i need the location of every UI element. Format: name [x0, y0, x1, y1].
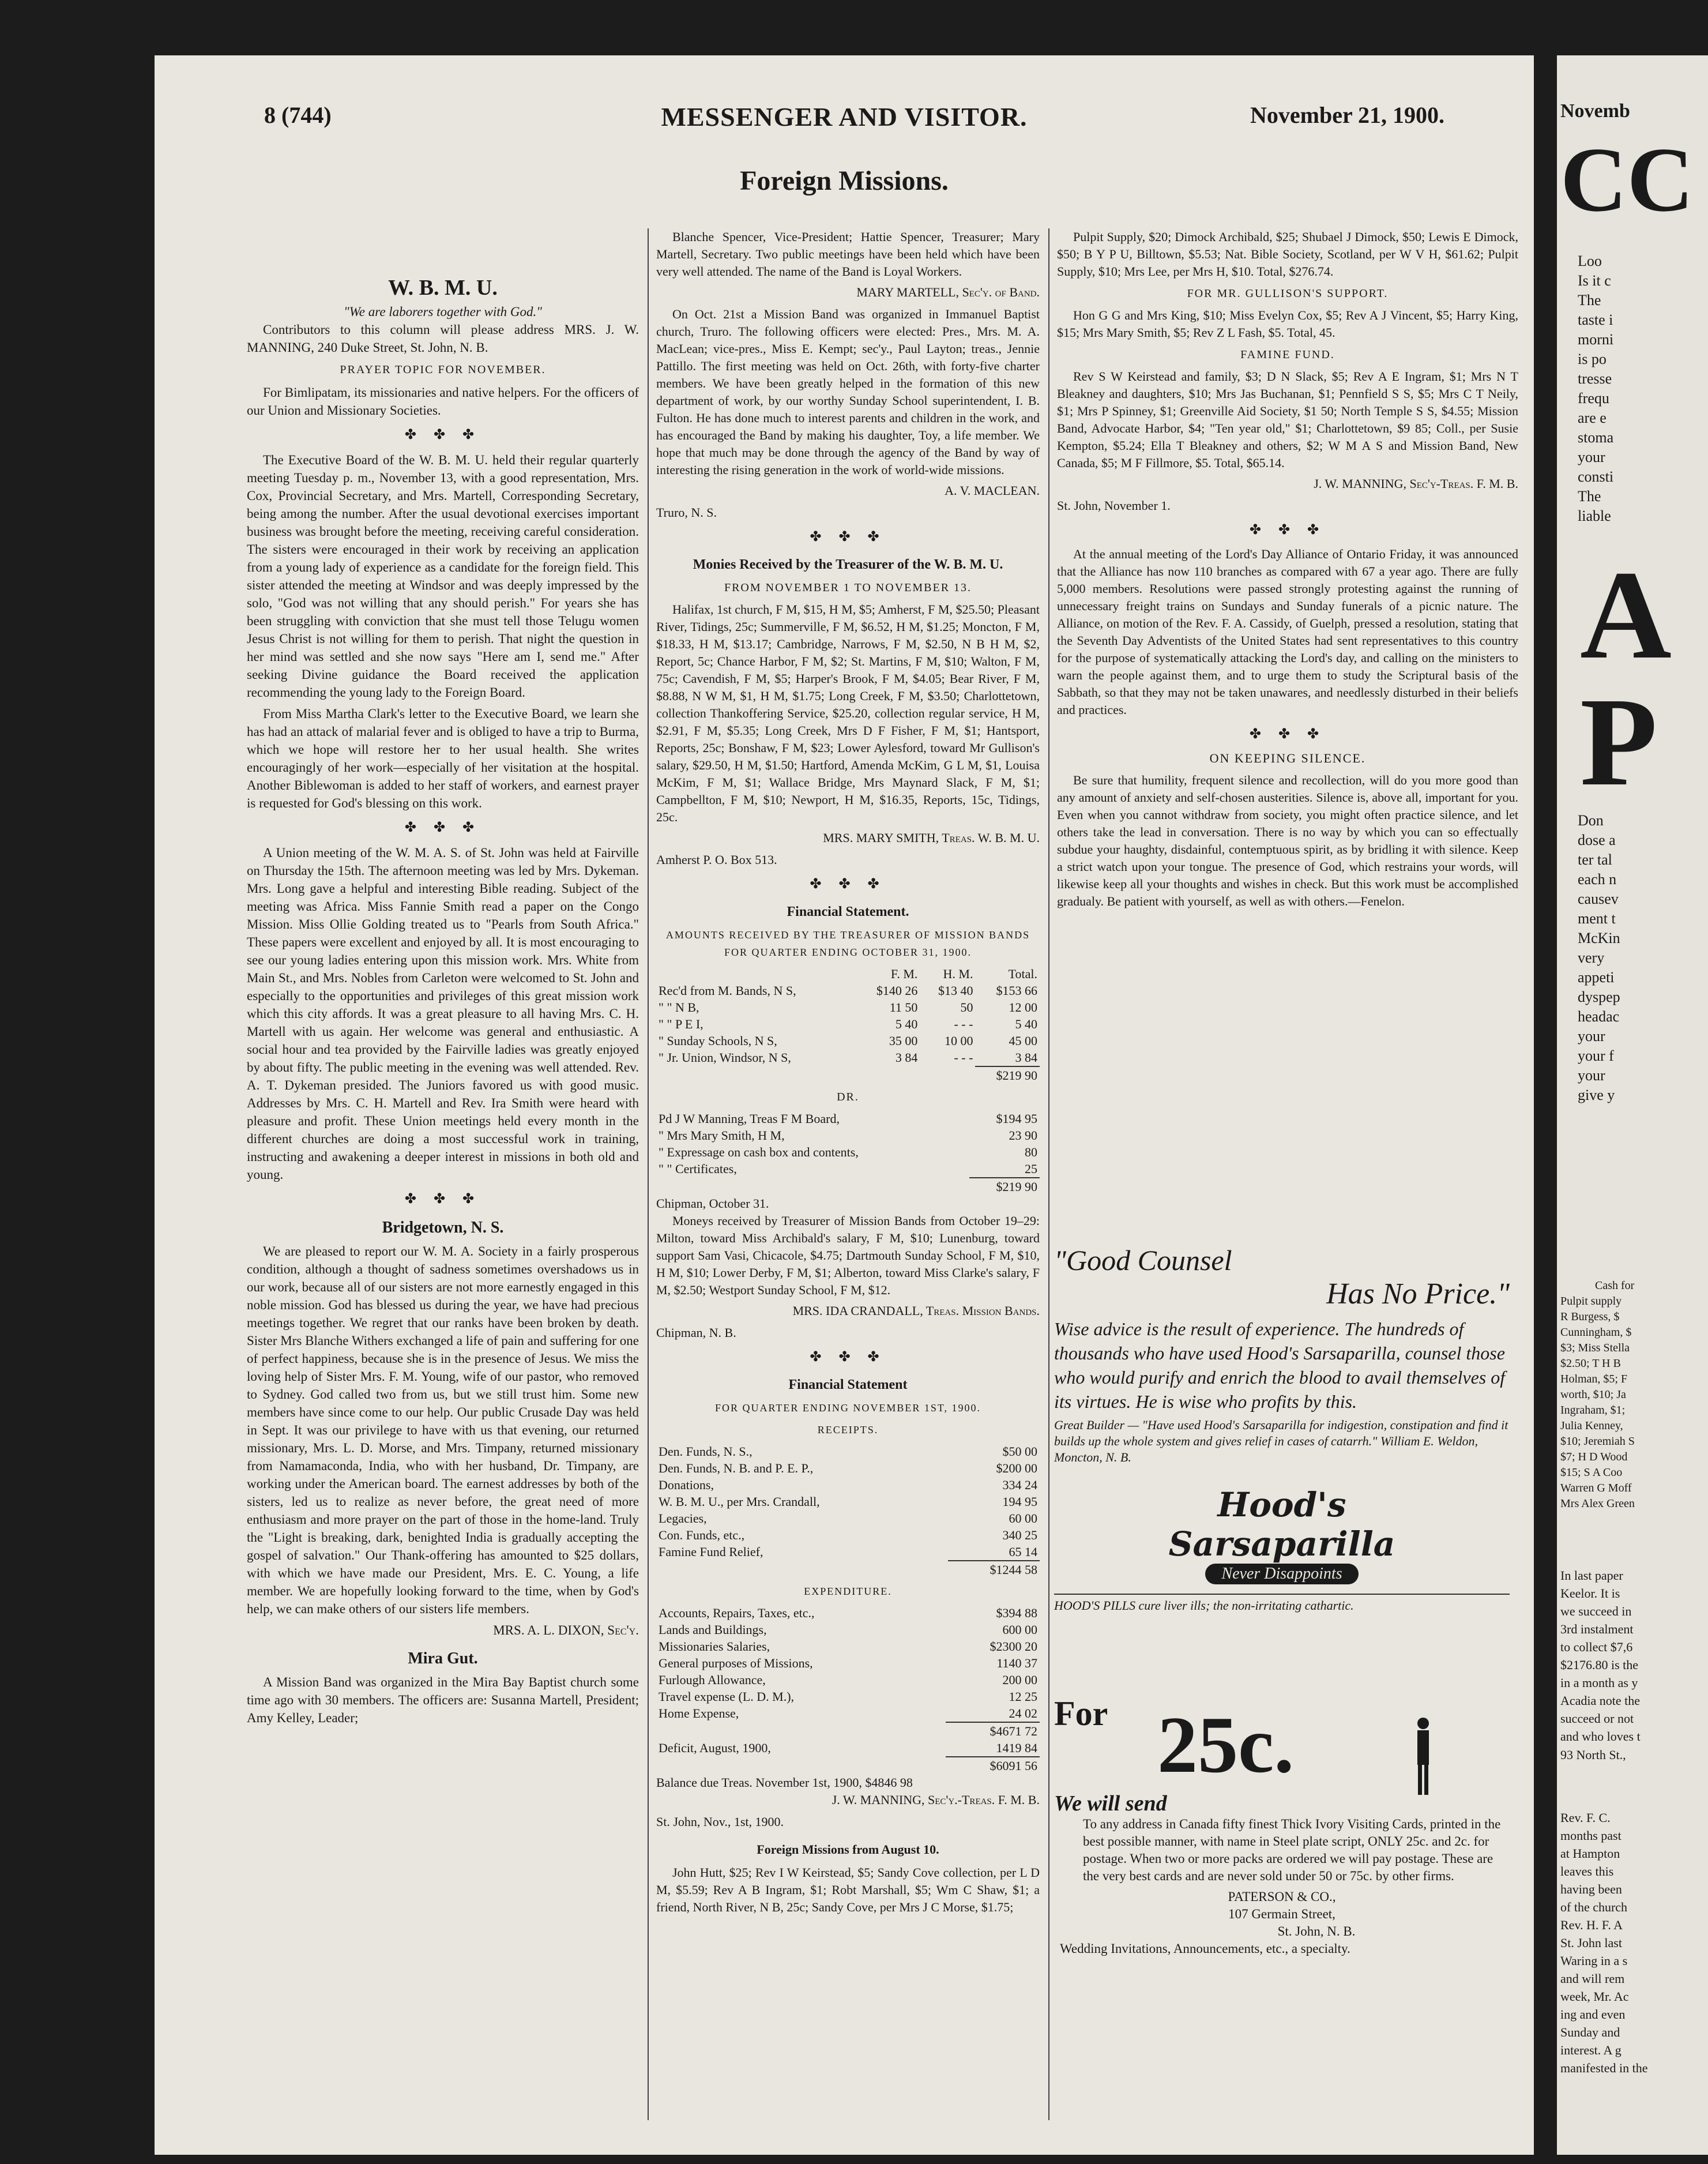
- table-cell: 5 40: [895, 1017, 918, 1031]
- table-cell: Legacies,: [659, 1511, 707, 1526]
- table-cell: 200 00: [1002, 1673, 1037, 1687]
- table-cell: " Sunday Schools, N S,: [659, 1034, 777, 1048]
- signature: A. V. MACLEAN.: [945, 483, 1040, 498]
- text-line: your f: [1578, 1047, 1614, 1064]
- text-line: $2176.80 is the: [1560, 1658, 1639, 1672]
- table-cell: $219 90: [975, 1066, 1040, 1084]
- text-line: Waring in a s: [1560, 1953, 1628, 1968]
- text-line: is po: [1578, 351, 1607, 367]
- table-cell: 194 95: [1002, 1494, 1037, 1509]
- text-line: and will rem: [1560, 1971, 1625, 1986]
- table-cell: 334 24: [1002, 1478, 1037, 1492]
- signature: MRS. A. L. DIXON, Sec'y.: [493, 1623, 639, 1637]
- visiting-cards-advertisement: [1054, 1695, 1510, 1958]
- dr-heading: DR.: [837, 1091, 859, 1103]
- table-cell: 12 25: [1009, 1689, 1037, 1704]
- place-line: Chipman, N. B.: [656, 1325, 736, 1340]
- text-line: Ingraham, $1;: [1560, 1404, 1626, 1417]
- table-cell: 80: [1025, 1145, 1037, 1159]
- table-cell: Den. Funds, N. B. and P. E. P.,: [659, 1461, 814, 1475]
- keeping-silence-heading: ON KEEPING SILENCE.: [1209, 751, 1366, 765]
- text-line: 3rd instalment: [1560, 1622, 1634, 1636]
- text-line: and who loves t: [1560, 1729, 1641, 1744]
- receipts-heading: RECEIPTS.: [817, 1424, 879, 1436]
- table-row: [656, 1671, 1040, 1688]
- column-3: [1057, 228, 1518, 914]
- table-cell: 23 90: [1009, 1128, 1037, 1143]
- text-line: months past: [1560, 1828, 1622, 1843]
- text-line: each n: [1578, 871, 1617, 888]
- table-cell: Accounts, Repairs, Taxes, etc.,: [659, 1606, 815, 1620]
- table-cell: Famine Fund Relief,: [659, 1545, 763, 1559]
- text-line: week, Mr. Ac: [1560, 1989, 1629, 2004]
- table-cell: Deficit, August, 1900,: [659, 1741, 771, 1755]
- gullison-heading: FOR MR. GULLISON'S SUPPORT.: [1187, 287, 1389, 300]
- text-line: Loo: [1578, 253, 1602, 269]
- financial-statement-1-subheading: AMOUNTS RECEIVED BY THE TREASURER OF MISSION BANDS FOR QUARTER ENDING OCTOBER 31, 1900.: [665, 929, 1030, 958]
- wbmu-motto: "We are laborers together with God.": [344, 305, 542, 319]
- table-cell: $194 95: [996, 1111, 1037, 1126]
- text-line: give y: [1578, 1087, 1615, 1103]
- table-cell: Lands and Buildings,: [659, 1622, 767, 1637]
- text-line: St. John last: [1560, 1936, 1622, 1950]
- table-row: [656, 1493, 1040, 1510]
- text-line: your: [1578, 1067, 1605, 1084]
- masthead: MESSENGER AND VISITOR.: [661, 102, 1028, 132]
- table-cell: 10 00: [944, 1034, 973, 1048]
- text-line: Acadia note the: [1560, 1693, 1641, 1708]
- text-line: dose a: [1578, 832, 1616, 848]
- table-cell: 3 84: [895, 1050, 918, 1065]
- ad-price: 25c.: [1157, 1700, 1295, 1790]
- column-rule-2: [1048, 228, 1049, 2120]
- hoods-pills-line: HOOD'S PILLS cure liver ills; the non-irritating cathartic.: [1054, 1594, 1510, 1613]
- table-cell: $50 00: [1002, 1444, 1037, 1459]
- financial-statement-2-subheading: FOR QUARTER ENDING NOVEMBER 1ST, 1900.: [714, 1402, 981, 1414]
- ad-headline-1: "Good Counsel: [1054, 1244, 1232, 1276]
- receipts-table: [656, 1443, 1040, 1578]
- table-row: [656, 1127, 1040, 1144]
- table-cell: Furlough Allowance,: [659, 1673, 766, 1687]
- table-row: [656, 1160, 1040, 1178]
- adjacent-text-block: [1578, 811, 1620, 1105]
- table-cell: 65 14: [1009, 1545, 1037, 1559]
- financial-statement-1-debits: [656, 1110, 1040, 1195]
- table-row: [656, 1510, 1040, 1527]
- foreign-missions-aug-heading: Foreign Missions from August 10.: [757, 1842, 939, 1857]
- ornament: ✤ ✤ ✤: [1249, 523, 1326, 538]
- table-cell: $219 90: [969, 1178, 1040, 1195]
- text-line: $15; S A Coo: [1560, 1466, 1623, 1479]
- text-line: headac: [1578, 1008, 1620, 1025]
- ad-for: For: [1054, 1695, 1108, 1733]
- article-paragraph: John Hutt, $25; Rev I W Keirstead, $5; Sandy Cove collection, per L D M, $5.59; Rev A B Ingram, $1; Robt Marshall, $5; Wm C Shaw, $1; a friend, North River, N B, 25c; Sandy Cove, per Mrs J C Morse, $1.75;: [656, 1865, 1040, 1914]
- adjacent-text-block: [1578, 251, 1613, 526]
- text-line: taste i: [1578, 311, 1613, 328]
- hoods-logo: [1132, 1485, 1432, 1584]
- adjacent-big-letters: CC: [1560, 128, 1694, 231]
- total-row: [656, 1757, 1040, 1774]
- table-cell: 24 02: [1009, 1706, 1037, 1720]
- table-row: [656, 1032, 1040, 1049]
- text-line: Rev. F. C.: [1560, 1810, 1611, 1825]
- table-cell: 3 84: [1015, 1050, 1037, 1065]
- total-row: [656, 1066, 1040, 1084]
- place-line: St. John, Nov., 1st, 1900.: [656, 1814, 784, 1829]
- text-line: worth, $10; Ja: [1560, 1388, 1626, 1401]
- text-line: morni: [1578, 331, 1614, 348]
- text-line: tresse: [1578, 370, 1612, 387]
- article-paragraph: Hon G G and Mrs King, $10; Miss Evelyn Cox, $5; Rev A J Vincent, $5; Harry King, $15; Mrs Mary Smith, $5; Rev Z L Fash, $5. Total, 45.: [1057, 308, 1518, 340]
- text-line: succeed or not: [1560, 1711, 1634, 1726]
- column-2: [656, 228, 1040, 1919]
- table-cell: Con. Funds, etc.,: [659, 1528, 745, 1542]
- signature: J. W. MANNING, Sec'y.-Treas. F. M. B.: [832, 1793, 1040, 1807]
- adjacent-text-block: [1560, 1566, 1641, 1745]
- ornament: ✤ ✤ ✤: [1249, 727, 1326, 742]
- text-line: The: [1578, 292, 1601, 309]
- table-cell: " Jr. Union, Windsor, N S,: [659, 1050, 791, 1065]
- table-row: [656, 1443, 1040, 1460]
- table-cell: 45 00: [1009, 1034, 1037, 1048]
- monies-subheading: FROM NOVEMBER 1 TO NOVEMBER 13.: [724, 581, 972, 594]
- text-line: R Burgess, $: [1560, 1310, 1620, 1323]
- ornament: ✤ ✤ ✤: [810, 1350, 886, 1365]
- gentleman-figure-icon: [1412, 1716, 1435, 1797]
- table-cell: Pd J W Manning, Treas F M Board,: [659, 1111, 840, 1126]
- table-cell: Donations,: [659, 1478, 714, 1492]
- adjacent-big-letter: A: [1580, 544, 1672, 685]
- adjacent-text-block: [1560, 1809, 1648, 2077]
- place-line: Chipman, October 31.: [656, 1196, 769, 1211]
- monies-heading: Monies Received by the Treasurer of the W. B. M. U.: [693, 557, 1003, 572]
- text-line: In last paper: [1560, 1568, 1623, 1583]
- signature: MRS. IDA CRANDALL, Treas. Mission Bands.: [792, 1303, 1040, 1318]
- ad-testimonial: Great Builder — "Have used Hood's Sarsaparilla for indigestion, constipation and find it builds up the whole system and gives relief in cases of catarrh." William E. Weldon, Moncton, N. B.: [1054, 1418, 1508, 1464]
- text-line: Cash for: [1595, 1279, 1635, 1292]
- table-header-row: [656, 965, 1040, 982]
- text-line: $7; H D Wood: [1560, 1451, 1628, 1463]
- table-row: [656, 1705, 1040, 1722]
- adjacent-page-fragment: [1557, 55, 1708, 2155]
- financial-statement-1-heading: Financial Statement.: [787, 904, 909, 919]
- table-row: [656, 1477, 1040, 1493]
- place-line: St. John, November 1.: [1057, 498, 1171, 513]
- adjacent-header: Novemb: [1560, 100, 1630, 122]
- text-line: ment t: [1578, 910, 1616, 927]
- text-line: causev: [1578, 891, 1619, 907]
- text-line: McKin: [1578, 930, 1620, 946]
- text-line: to collect $7,6: [1560, 1640, 1633, 1654]
- expenditure-heading: EXPENDITURE.: [804, 1586, 892, 1597]
- text-line: Pulpit supply: [1560, 1295, 1622, 1308]
- text-line: your: [1578, 449, 1605, 465]
- text-line: of the church: [1560, 1900, 1628, 1914]
- text-line: Mrs Alex Green: [1560, 1497, 1635, 1510]
- text-line: manifested in the: [1560, 2061, 1648, 2075]
- table-cell: " Expressage on cash box and contents,: [659, 1145, 859, 1159]
- expenditure-table: [656, 1605, 1040, 1774]
- text-line: Warren G Moff: [1560, 1482, 1632, 1494]
- column-header: H. M.: [943, 967, 973, 981]
- text-line: $3; Miss Stella: [1560, 1342, 1630, 1354]
- column-rule-1: [648, 228, 649, 2120]
- text-line: Is it c: [1578, 272, 1611, 289]
- ad-footer: Wedding Invitations, Announcements, etc., a specialty.: [1060, 1941, 1350, 1956]
- text-line: your: [1578, 1028, 1605, 1045]
- table-row: [656, 1688, 1040, 1705]
- text-line: very: [1578, 949, 1605, 966]
- place-line: Truro, N. S.: [656, 505, 717, 520]
- signature: MARY MARTELL, Sec'y. of Band.: [856, 285, 1040, 299]
- table-row: [656, 1638, 1040, 1655]
- article-paragraph: Be sure that humility, frequent silence and recollection, will do you more good than any amount of anxiety and self-chosen austerities. Silence is, above all, important for you. Even when you cannot withdraw from society, you might often practice silence, and let others take the lead in conversation. There is no way by which you can so effectually subdue your haughty, disdainful, contemptuous spirit, as by bridling it with silence. Keep a strict watch upon your tongue. The presence of God, which restrains your words, will likewise keep all your thoughts and wishes in check. But this work must be accomplished gradualy. Be patient with yourself, as well as with others.—Fenelon.: [1057, 773, 1518, 908]
- text-line: Holman, $5; F: [1560, 1373, 1628, 1385]
- table-row: [656, 1460, 1040, 1477]
- section-title: Foreign Missions.: [740, 166, 949, 196]
- table-cell: 50: [960, 1000, 973, 1015]
- article-paragraph: On Oct. 21st a Mission Band was organized in Immanuel Baptist church, Truro. The following officers were elected: Pres., Mrs. M. A. MacLean; vice-pres., Miss E. Kempt; sec'y., Paul Layton; treas., Jennie Pattillo. The first meeting was held on Oct. 26th, with forty-five charter members. We have been greatly helped in the formation of this new department of work, by our worthy Sunday School superintendent, I. B. Fulton. He has done much to interest parents and children in the work, and has encouraged the Band by making his daughter, Toy, a life member. We hope that much may be done through the agency of the Band by way of interesting the rising generation in the work of world-wide missions.: [656, 307, 1040, 477]
- table-cell: - - -: [954, 1017, 973, 1031]
- text-line: stoma: [1578, 429, 1614, 446]
- article-paragraph: From Miss Martha Clark's letter to the Executive Board, we learn she has had an attack of malarial fever and is obliged to have a trip to Burma, which we hope will restore her to her usual health. She writes encouragingly of her work—especially of her visitation at the hospital. Another Biblewoman is added to her staff of workers, and earnest prayer is requested for God's blessing on this work.: [247, 707, 639, 810]
- text-line: having been: [1560, 1882, 1622, 1896]
- text-line: Cunningham, $: [1560, 1326, 1632, 1339]
- article-paragraph: The Executive Board of the W. B. M. U. held their regular quarterly meeting Tuesday p. m., November 13, with a good representation, Mrs. Cox, Provincial Secretary, and Mrs. Martell, Corresponding Secretary, being among the number. After the usual devotional exercises important business was brought before the meeting, receiving careful consideration. The sisters were encouraged in their work by receiving an application from a young lady of experience as a candidate for the foreign field. This sister attended the meeting at Windsor and was deeply impressed by the solo, "God was not willing that any should perish." For years she has been struggling with conviction that she must tell those Telugu women Jesus Christ is not willing for them to perish. That night the question in her mind was settled and she now says "Here am I, send me." After seeking Divine guidance the Board received the application recommending the young lady to the Foreign Board.: [247, 453, 639, 700]
- article-paragraph: We are pleased to report our W. M. A. Society in a fairly prosperous condition, although a thought of sadness sometimes overshadows us in our work, because all of our sisters are not more earnestly engaged in this noble mission. God has blessed us during the year, we have had precious meetings together. We regret that our ranks have been broken by death. Sister Mrs Blanche Withers exchanged a life of pain and suffering for one of perfect happiness, because she is in the presence of Jesus. We miss the loving help of Sister Mrs. F. M. Young, wife of our pastor, who removed to Sydney. God called two from us, but we still trust him. Some new members have since come to our help. Our public Crusade Day was held in Sept. It was our privilege to have with us that evening, our returned missionary, Mrs. L. D. Morse, and Mrs. Timpany, returned missionary from Namamaconda, India, who with her husband, Dr. Timpany, are working under the American board. The earnest addresses by both of the sisters, led us to realize as never before, the great need of more enthusiasm and more prayer on the part of those in the home-land. Truly the "Light is breaking, dark, benighted India is gradually accepting the gospel of salvation." Our Thank-offering has amounted to $25 dollars, with which we have made our President, Mrs. E. C. Young, a life member. We are hopefully looking forward to the time, when by God's help, we can make others of our sisters life members.: [247, 1244, 639, 1616]
- text-line: The: [1578, 488, 1601, 505]
- table-row: [656, 1049, 1040, 1066]
- text-line: interest. A g: [1560, 2043, 1622, 2057]
- ornament: ✤ ✤ ✤: [810, 529, 886, 544]
- table-cell: Missionaries Salaries,: [659, 1639, 770, 1654]
- column-header: F. M.: [890, 967, 918, 981]
- text-line: $2.50; T H B: [1560, 1357, 1621, 1370]
- prayer-topic-heading: PRAYER TOPIC FOR NOVEMBER.: [340, 363, 546, 376]
- text-line: Don: [1578, 812, 1604, 829]
- text-line: ter tal: [1578, 851, 1612, 868]
- place-line: Amherst P. O. Box 513.: [656, 852, 777, 867]
- total-row: [656, 1178, 1040, 1195]
- ornament: ✤ ✤ ✤: [404, 1192, 481, 1207]
- subtotal-row: [656, 1722, 1040, 1740]
- signature: J. W. MANNING, Sec'y-Treas. F. M. B.: [1314, 476, 1518, 491]
- total-row: [656, 1561, 1040, 1578]
- text-line: dyspep: [1578, 989, 1620, 1005]
- table-row: [656, 1605, 1040, 1621]
- adjacent-address: 93 North St.,: [1560, 1748, 1626, 1762]
- column-1: [247, 269, 639, 1730]
- table-cell: 1140 37: [996, 1656, 1037, 1670]
- issue-date: November 21, 1900.: [1250, 102, 1444, 128]
- adjacent-text-block: [1560, 1278, 1635, 1512]
- table-cell: $200 00: [996, 1461, 1037, 1475]
- financial-statement-2-heading: Financial Statement: [788, 1377, 908, 1392]
- table-cell: W. B. M. U., per Mrs. Crandall,: [659, 1494, 820, 1509]
- table-cell: Travel expense (L. D. M.),: [659, 1689, 795, 1704]
- table-row: [656, 1144, 1040, 1160]
- table-cell: 600 00: [1002, 1622, 1037, 1637]
- logo-tagline: Never Disappoints: [1205, 1564, 1358, 1584]
- text-line: leaves this: [1560, 1864, 1614, 1879]
- table-cell: General purposes of Missions,: [659, 1656, 813, 1670]
- table-row: [656, 982, 1040, 999]
- ornament: ✤ ✤ ✤: [810, 877, 886, 892]
- table-cell: $6091 56: [946, 1757, 1040, 1774]
- hoods-advertisement: [1054, 1243, 1510, 1613]
- table-cell: $140 26: [876, 983, 918, 998]
- famine-fund-heading: FAMINE FUND.: [1240, 348, 1335, 361]
- text-line: frequ: [1578, 390, 1609, 407]
- table-cell: " " Certificates,: [659, 1162, 737, 1176]
- balance-line: Balance due Treas. November 1st, 1900, $4846 98: [656, 1775, 913, 1790]
- table-cell: Den. Funds, N. S.,: [659, 1444, 753, 1459]
- table-cell: Rec'd from M. Bands, N S,: [659, 983, 796, 998]
- table-cell: $4671 72: [946, 1722, 1040, 1740]
- table-cell: 25: [1025, 1162, 1037, 1176]
- text-line: we succeed in: [1560, 1604, 1632, 1618]
- text-line: ing and even: [1560, 2007, 1626, 2022]
- ad-we-will-send: We will send: [1054, 1791, 1167, 1816]
- mira-gut-heading: Mira Gut.: [408, 1650, 478, 1667]
- contrib-note: Contributors to this column will please address MRS. J. W. MANNING, 240 Duke Street, St. John, N. B.: [247, 322, 639, 355]
- ad-address-1: 107 Germain Street,: [1228, 1907, 1335, 1921]
- article-paragraph: Blanche Spencer, Vice-President; Hattie Spencer, Treasurer; Mary Martell, Secretary. Two public meetings have been held which have been very well attended. The name of the Band is Loyal Workers.: [656, 230, 1040, 279]
- ad-firm: PATERSON & CO.,: [1228, 1889, 1336, 1904]
- ad-body: Wise advice is the result of experience. The hundreds of thousands who have used Hood's Sarsaparilla, counsel those who would purify and enrich the blood to avail themselves of its virtues. He is wise who profits by this.: [1054, 1318, 1506, 1412]
- table-cell: 12 00: [1009, 1000, 1037, 1015]
- article-paragraph: At the annual meeting of the Lord's Day Alliance of Ontario Friday, it was announced that the Alliance has now 110 branches as compared with 67 a year ago. There are fully 5,000 members. Resolutions were passed strongly protesting against the running of unnecessary freight trains on Sundays and Sunday funerals of a picnic nature. The Alliance, on motion of the Rev. F. A. Cassidy, of Guelph, pressed a resolution, stating that the Seventh Day Adventists of the United States had sent representatives to this country for the purpose of systematically attacking the Lord's day, and calling on the ministers to warn the people against them, and to urge them to study the Scriptural basis of the Sabbath, so that they may not be taken unawares, and needlessly disturbed in their beliefs and practices.: [1057, 547, 1518, 717]
- table-row: [656, 1621, 1040, 1638]
- ornament: ✤ ✤ ✤: [404, 427, 481, 442]
- column-header: Total.: [1008, 967, 1037, 981]
- table-row: [656, 1016, 1040, 1032]
- text-line: Rev. H. F. A: [1560, 1918, 1623, 1932]
- logo-text: Hood's Sarsaparilla: [1168, 1485, 1395, 1564]
- table-cell: 11 50: [889, 1000, 918, 1015]
- page-number: 8 (744): [264, 102, 332, 128]
- wbmu-heading: W. B. M. U.: [388, 276, 498, 300]
- ornament: ✤ ✤ ✤: [404, 820, 481, 835]
- table-cell: $2300 20: [990, 1639, 1037, 1654]
- article-paragraph: Rev S W Keirstead and family, $3; D N Slack, $5; Rev A E Ingram, $1; Mrs N T Bleakney and daughters, $10; Mrs Jas Buchanan, $1; Pennfield S S, $5; Mrs C T Neily, $1; Mrs P Spinney, $1; Greenville Aid Society, $1 50; North Temple S S, $4.55; Mission Band, Advocate Harbor, $4; "Ten year old," $1; Charlottetown, $9 85; Coll., per Susie Kempton, $5.24; Ella T Bleakney and others, $2; W M A S and Mission Band, New Canada, $5; M F Fillmore, $5. Total, $65.14.: [1057, 369, 1518, 470]
- table-cell: 5 40: [1015, 1017, 1037, 1031]
- table-cell: $1244 58: [948, 1561, 1040, 1578]
- monies-list: Halifax, 1st church, F M, $15, H M, $5; Amherst, F M, $25.50; Pleasant River, Tidings, 25c; Summerville, F M, $6.52, H M, $1.25; Moncton, F M, $18.33, H M, $13.17; Cambridge, Narrows, F M, $2.50, N B H M, $2, Report, 5c; Chance Harbor, F M, $2; St. Martins, F M, $10; Walton, F M, 75c; Cavendish, F M, $5; Harper's Brook, F M, $4.05; Bear River, F M, $8.88, N W M, $1, H M, $1.75; Long Creek, F M, $3.50; Charlottetown, collection Thankoffering Service, $25.20, collection regular service, H M, $2.91, F M, $5.35; Long Creek, Mrs D F Fisher, F M, $1; Hantsport, Reports, 25c; Bonshaw, F M, $23; Lower Aylesford, toward Mr Gullison's salary, $29.50, H M, $1.50; Hartford, Amenda McKim, G L M, $1, Louisa McKim, F M, $1; Wallace Bridge, Mrs Maynard Slack, F M, $1; Campbellton, F M, $10; Newport, H M, $16.35, Reports, 15c, Tidings, 25c.: [656, 602, 1040, 824]
- text-line: at Hampton: [1560, 1846, 1620, 1861]
- text-line: in a month as y: [1560, 1675, 1638, 1690]
- article-paragraph: A Mission Band was organized in the Mira Bay Baptist church some time ago with 30 members. The officers are: Susanna Martell, President; Amy Kelley, Leader;: [247, 1675, 639, 1725]
- table-cell: " Mrs Mary Smith, H M,: [659, 1128, 785, 1143]
- bridgetown-heading: Bridgetown, N. S.: [382, 1219, 504, 1237]
- ad-headline-2: Has No Price.": [1326, 1278, 1510, 1310]
- text-line: appeti: [1578, 969, 1615, 986]
- text-line: $10; Jeremiah S: [1560, 1435, 1635, 1448]
- table-cell: $13 40: [938, 983, 973, 998]
- table-row: [656, 999, 1040, 1016]
- table-cell: " " P E I,: [659, 1017, 703, 1031]
- article-paragraph: A Union meeting of the W. M. A. S. of St. John was held at Fairville on Thursday the 15th. The afternoon meeting was led by Mrs. Dykeman. Mrs. Long gave a helpful and interesting Bible reading. Subject of the meeting was Africa. Miss Fannie Smith read a paper on the Congo Mission. Miss Ollie Golding treated us to "Pearls from South Africa." These papers were excellent and enjoyed by all. It is most encouraging to see our young ladies entering upon this mission work. Mrs. White from Main St., and Mrs. Nobles from Carleton were welcomed to St. John and especially to the opportunities and privileges of this great mission work which this city affords. It was a great pleasure to all having Mrs. C. H. Martell with us again. Her welcome was general and enthusiastic. A social hour and tea provided by the Fairville ladies was greatly enjoyed by about fifty. The public meeting in the evening was well attended. Rev. A. T. Dykeman presided. The Juniors favored us with good music. Addresses by Mrs. C. H. Martell and Rev. Ira Smith were heard with pleasure and profit. These Union meetings held every month in the different churches are doing a most successful work in training, instructing and awakening a deeper interest in missions in both old and young.: [247, 846, 639, 1182]
- table-cell: 60 00: [1009, 1511, 1037, 1526]
- table-row: [656, 1655, 1040, 1671]
- table-cell: $394 88: [996, 1606, 1037, 1620]
- text-line: consti: [1578, 468, 1614, 485]
- table-row: [656, 1543, 1040, 1561]
- table-cell: $153 66: [996, 983, 1037, 998]
- table-row: [656, 1527, 1040, 1543]
- text-line: Sunday and: [1560, 2025, 1620, 2039]
- table-cell: 1419 84: [996, 1741, 1037, 1755]
- table-cell: " " N B,: [659, 1000, 699, 1015]
- adjacent-big-letter: P: [1580, 671, 1658, 812]
- ad-address-2: St. John, N. B.: [1277, 1924, 1356, 1938]
- table-cell: 35 00: [889, 1034, 918, 1048]
- article-paragraph: Pulpit Supply, $20; Dimock Archibald, $25; Shubael J Dimock, $50; Lewis E Dimock, $50; B Y P U, Billtown, $5.53; Nat. Bible Society, Scotland, per W V H, $61.62; Pulpit Supply, $10; Mrs Lee, per Mrs H, $10. Total, $276.74.: [1057, 230, 1518, 279]
- signature: MRS. MARY SMITH, Treas. W. B. M. U.: [823, 831, 1040, 845]
- table-cell: - - -: [954, 1050, 973, 1065]
- text-line: liable: [1578, 508, 1611, 524]
- text-line: Keelor. It is: [1560, 1586, 1620, 1601]
- financial-statement-1-table: [656, 965, 1040, 1084]
- text-line: are e: [1578, 409, 1607, 426]
- table-row: [656, 1110, 1040, 1127]
- prayer-topic-text: For Bimlipatam, its missionaries and native helpers. For the officers of our Union and Missionary Societies.: [247, 385, 639, 418]
- newspaper-page: [155, 55, 1534, 2155]
- table-cell: Home Expense,: [659, 1706, 739, 1720]
- table-row: [656, 1740, 1040, 1757]
- table-cell: 340 25: [1002, 1528, 1037, 1542]
- text-line: Julia Kenney,: [1560, 1419, 1623, 1432]
- ad-body: To any address in Canada fifty finest Thick Ivory Visiting Cards, printed in the best possible manner, with name in Steel plate script, ONLY 25c. and 2c. for postage. When two or more packs are ordered we will pay postage. These are the very best cards and are never sold under 50 or 75c. by other firms.: [1083, 1817, 1501, 1883]
- article-paragraph: Moneys received by Treasurer of Mission Bands from October 19–29: Milton, toward Miss Archibald's salary, F M, $10; Lunenburg, toward support Sam Vasi, Chicacole, $4.75; Dartmouth Sunday School, F M, $10, H M, $10; Lower Derby, F M, $1; Alberton, toward Miss Clarke's salary, F M, $2.50; Westport Sunday School, F M, $12.: [656, 1214, 1040, 1297]
